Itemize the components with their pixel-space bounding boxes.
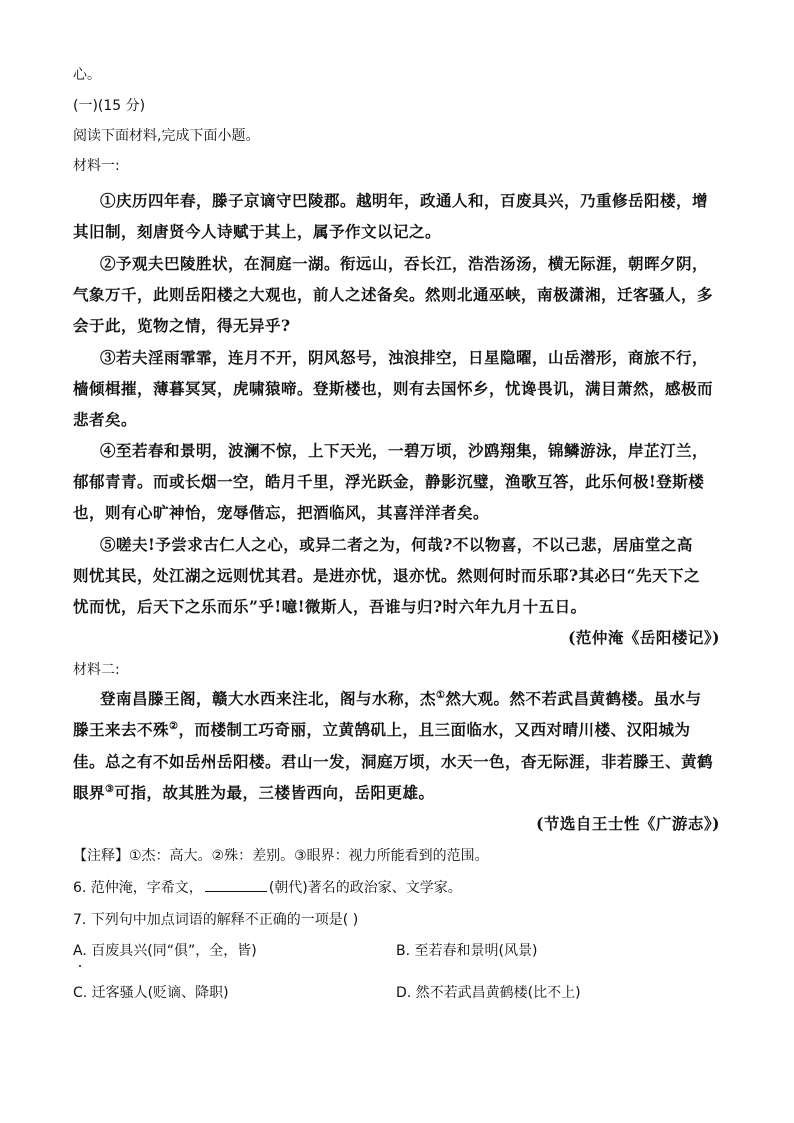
- material1-line: 忧而忧，后天下之乐而乐”乎!噫!微斯人，吾谁与归?时六年九月十五日。: [73, 597, 587, 616]
- material2-source: (节选自王士性《广游志》): [536, 814, 720, 833]
- instruction: 阅读下面材料,完成下面小题。: [73, 128, 260, 144]
- question-6-text: (朝代)著名的政治家、文学家。: [268, 880, 462, 896]
- material1-line: 樯倾楫摧，薄暮冥冥，虎啸猿啼。登斯楼也，则有去国怀乡，忧谗畏讥，满目萧然，感极而: [73, 379, 714, 398]
- question-7-stem: 7. 下列句中加点词语的解释不正确的一项是( ): [73, 912, 359, 928]
- material2-text: 然大观。然不若武昌黄鹤楼。虽水与: [445, 689, 702, 708]
- material2-text: 登南昌滕王阁，赣大水西来注北，阁与水称，杰: [100, 689, 437, 708]
- material1-line: ③若夫淫雨霏霏，连月不开，阴风怒号，浊浪排空，日星隐曜，山岳潜形，商旅不行，: [100, 348, 709, 367]
- question-6-text: 6. 范仲淹，字希文，: [73, 880, 203, 896]
- material1-line: 则忧其民，处江湖之远则忧其君。是进亦忧，退亦忧。然则何时而乐耶?其必曰“先天下之: [73, 566, 701, 585]
- material1-source: (范仲淹《岳阳楼记》): [568, 628, 720, 647]
- option-c[interactable]: C. 迁客骚人(贬谪、降职): [73, 985, 229, 1001]
- material2-line: 佳。总之有不如岳州岳阳楼。君山一发，洞庭万顷，水天一色，杳无际涯，非若滕王、黄鹤: [73, 752, 714, 771]
- emphasis-dot: [79, 965, 81, 967]
- material1-line: ①庆历四年春，滕子京谪守巴陵郡。越明年，政通人和，百废具兴，乃重修岳阳楼，增: [100, 191, 709, 210]
- material1-line: 会于此，览物之情，得无异乎?: [73, 316, 291, 335]
- annotation: 【注释】①杰：高大。②殊：差别。③眼界：视力所能看到的范围。: [73, 848, 489, 864]
- material2-text: ，而楼制工巧奇丽，立黄鹄矶上，且三面临水，又西对晴川楼、汉阳城为: [178, 720, 691, 739]
- option-b[interactable]: B. 至若春和景明(风景): [396, 943, 538, 959]
- note-marker: ③: [105, 784, 115, 795]
- note-marker: ①: [436, 690, 446, 701]
- text-fragment: 心。: [73, 67, 101, 83]
- material1-line: 也，则有心旷神怡，宠辱偕忘，把酒临风，其喜洋洋者矣。: [73, 503, 490, 522]
- material2-line: [100, 690, 702, 708]
- option-d[interactable]: D. 然不若武昌黄鹤楼(比不上): [396, 985, 581, 1001]
- material2-line: [73, 721, 691, 739]
- material1-line: 气象万千，此则岳阳楼之大观也，前人之述备矣。然则北通巫峡，南极潇湘，迁客骚人，多: [73, 285, 714, 304]
- material2-text: 眼界: [73, 783, 106, 802]
- option-a[interactable]: A. 百废具兴(同“俱”，全，皆): [73, 943, 257, 959]
- material1-line: ②予观夫巴陵胜状，在洞庭一湖。衔远山，吞长江，浩浩汤汤，横无际涯，朝晖夕阴，: [100, 254, 709, 273]
- material2-text: 可指，故其胜为最，三楼皆西向，岳阳更雄。: [114, 783, 435, 802]
- material2-label: 材料二:: [73, 662, 120, 678]
- question-6: [73, 879, 462, 897]
- material1-line: ④至若春和景明，波澜不惊，上下天光，一碧万顷，沙鸥翔集，锦鳞游泳，岸芷汀兰，: [100, 441, 709, 460]
- section-heading: (一)(15 分): [73, 98, 146, 114]
- material1-label: 材料一:: [73, 158, 120, 174]
- note-marker: ②: [169, 721, 179, 732]
- material1-line: 悲者矣。: [73, 410, 138, 429]
- material1-line: ⑤嗟夫!予尝求古仁人之心，或异二者之为，何哉?不以物喜，不以己悲，居庙堂之高: [100, 535, 693, 554]
- material1-line: 郁郁青青。而或长烟一空，皓月千里，浮光跃金，静影沉璧，渔歌互答，此乐何极!登斯楼: [73, 472, 705, 491]
- material2-text: 滕王来去不殊: [73, 720, 170, 739]
- material1-line: 其旧制，刻唐贤今人诗赋于其上，属予作文以记之。: [73, 222, 442, 241]
- answer-blank[interactable]: [205, 879, 267, 892]
- material2-line: [73, 784, 435, 802]
